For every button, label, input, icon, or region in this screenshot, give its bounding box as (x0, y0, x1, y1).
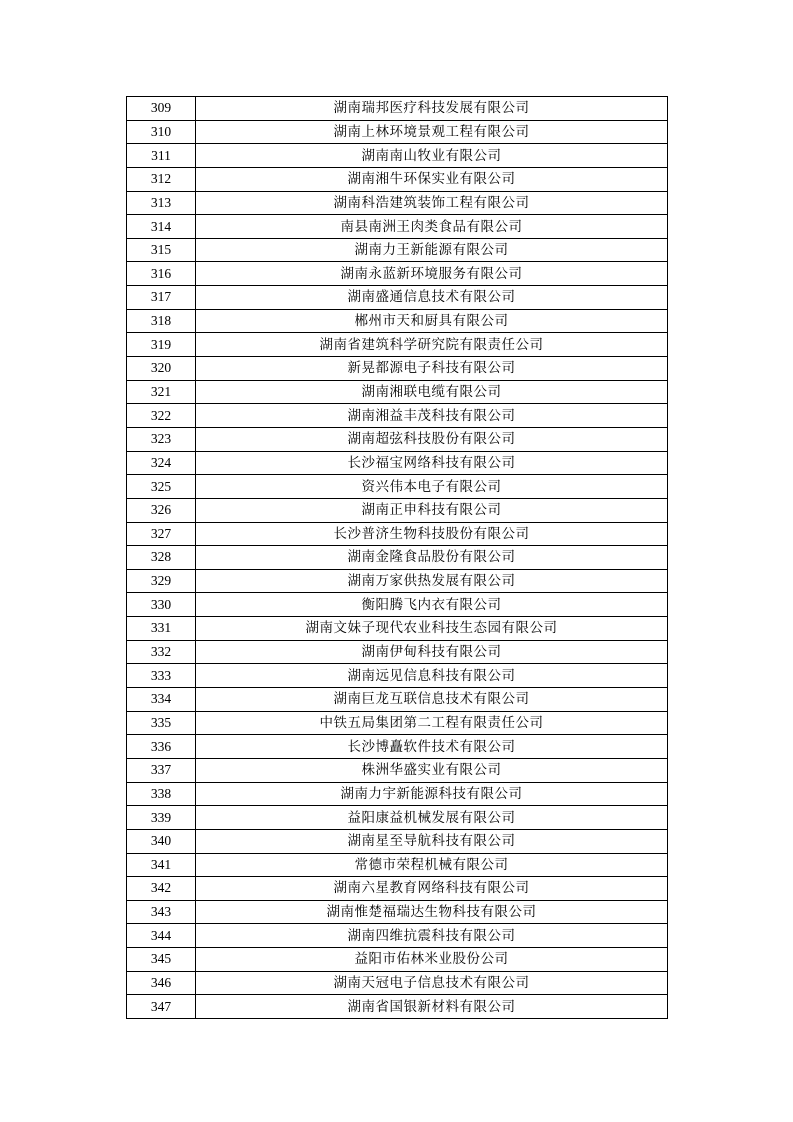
company-name-cell: 湖南金隆食品股份有限公司 (196, 546, 668, 570)
row-number-cell: 321 (127, 380, 196, 404)
row-number-cell: 325 (127, 475, 196, 499)
table-row (127, 640, 668, 664)
row-number-cell: 318 (127, 309, 196, 333)
table-row (127, 711, 668, 735)
company-name-cell: 湖南力王新能源有限公司 (196, 238, 668, 262)
company-name-cell: 湖南上林环境景观工程有限公司 (196, 120, 668, 144)
company-name-cell: 湖南六星教育网络科技有限公司 (196, 877, 668, 901)
company-name-cell: 湖南湘牛环保实业有限公司 (196, 167, 668, 191)
company-name-cell: 湖南瑞邦医疗科技发展有限公司 (196, 97, 668, 121)
row-number-cell: 341 (127, 853, 196, 877)
table-row (127, 427, 668, 451)
company-name-cell: 湖南天冠电子信息技术有限公司 (196, 971, 668, 995)
table-row (127, 144, 668, 168)
row-number-cell: 314 (127, 215, 196, 239)
company-name-cell: 湖南文妹子现代农业科技生态园有限公司 (196, 617, 668, 641)
company-name-cell: 长沙福宝网络科技有限公司 (196, 451, 668, 475)
row-number-cell: 312 (127, 167, 196, 191)
table-body (127, 97, 668, 1019)
company-name-cell: 湖南盛通信息技术有限公司 (196, 286, 668, 310)
company-name-cell: 郴州市天和厨具有限公司 (196, 309, 668, 333)
company-name-cell: 湖南超弦科技股份有限公司 (196, 427, 668, 451)
company-name-cell: 长沙普济生物科技股份有限公司 (196, 522, 668, 546)
company-name-cell: 新晃都源电子科技有限公司 (196, 357, 668, 381)
row-number-cell: 344 (127, 924, 196, 948)
table-row (127, 948, 668, 972)
company-name-cell: 湖南巨龙互联信息技术有限公司 (196, 688, 668, 712)
table-row (127, 853, 668, 877)
table-row (127, 782, 668, 806)
row-number-cell: 315 (127, 238, 196, 262)
company-name-cell: 益阳康益机械发展有限公司 (196, 806, 668, 830)
company-name-cell: 湖南万家供热发展有限公司 (196, 569, 668, 593)
row-number-cell: 324 (127, 451, 196, 475)
table-row (127, 522, 668, 546)
table-row (127, 357, 668, 381)
table-row (127, 593, 668, 617)
row-number-cell: 334 (127, 688, 196, 712)
table-row (127, 829, 668, 853)
row-number-cell: 342 (127, 877, 196, 901)
company-name-cell: 湖南湘益丰茂科技有限公司 (196, 404, 668, 428)
row-number-cell: 332 (127, 640, 196, 664)
company-name-cell: 湖南省国银新材料有限公司 (196, 995, 668, 1019)
table-row (127, 758, 668, 782)
company-name-cell: 湖南湘联电缆有限公司 (196, 380, 668, 404)
row-number-cell: 346 (127, 971, 196, 995)
row-number-cell: 347 (127, 995, 196, 1019)
table-row (127, 995, 668, 1019)
row-number-cell: 333 (127, 664, 196, 688)
table-row (127, 900, 668, 924)
row-number-cell: 319 (127, 333, 196, 357)
table-row (127, 498, 668, 522)
row-number-cell: 335 (127, 711, 196, 735)
table-row (127, 120, 668, 144)
row-number-cell: 310 (127, 120, 196, 144)
table-row (127, 333, 668, 357)
company-list-table (126, 96, 668, 1019)
company-name-cell: 湖南惟楚福瑞达生物科技有限公司 (196, 900, 668, 924)
company-name-cell: 衡阳腾飞内衣有限公司 (196, 593, 668, 617)
company-name-cell: 湖南力宇新能源科技有限公司 (196, 782, 668, 806)
row-number-cell: 322 (127, 404, 196, 428)
table-row (127, 167, 668, 191)
table-row (127, 806, 668, 830)
row-number-cell: 339 (127, 806, 196, 830)
table-row (127, 215, 668, 239)
table-row (127, 924, 668, 948)
row-number-cell: 345 (127, 948, 196, 972)
table-row (127, 404, 668, 428)
table-row (127, 688, 668, 712)
table-row (127, 664, 668, 688)
row-number-cell: 327 (127, 522, 196, 546)
row-number-cell: 328 (127, 546, 196, 570)
table-row (127, 238, 668, 262)
company-name-cell: 湖南远见信息科技有限公司 (196, 664, 668, 688)
table-row (127, 451, 668, 475)
row-number-cell: 343 (127, 900, 196, 924)
company-name-cell: 湖南永蓝新环境服务有限公司 (196, 262, 668, 286)
company-name-cell: 常德市荣程机械有限公司 (196, 853, 668, 877)
table-row (127, 877, 668, 901)
company-name-cell: 湖南正申科技有限公司 (196, 498, 668, 522)
row-number-cell: 326 (127, 498, 196, 522)
row-number-cell: 338 (127, 782, 196, 806)
row-number-cell: 336 (127, 735, 196, 759)
table-row (127, 262, 668, 286)
company-name-cell: 湖南伊甸科技有限公司 (196, 640, 668, 664)
table-row (127, 97, 668, 121)
table-row (127, 617, 668, 641)
table-row (127, 309, 668, 333)
table-row (127, 735, 668, 759)
row-number-cell: 313 (127, 191, 196, 215)
row-number-cell: 340 (127, 829, 196, 853)
row-number-cell: 330 (127, 593, 196, 617)
company-name-cell: 湖南省建筑科学研究院有限责任公司 (196, 333, 668, 357)
table-row (127, 286, 668, 310)
company-name-cell: 资兴伟本电子有限公司 (196, 475, 668, 499)
row-number-cell: 323 (127, 427, 196, 451)
company-name-cell: 湖南南山牧业有限公司 (196, 144, 668, 168)
company-name-cell: 中铁五局集团第二工程有限责任公司 (196, 711, 668, 735)
row-number-cell: 316 (127, 262, 196, 286)
company-name-cell: 长沙博矗软件技术有限公司 (196, 735, 668, 759)
row-number-cell: 309 (127, 97, 196, 121)
table-row (127, 546, 668, 570)
row-number-cell: 320 (127, 357, 196, 381)
row-number-cell: 311 (127, 144, 196, 168)
row-number-cell: 329 (127, 569, 196, 593)
table-row (127, 569, 668, 593)
company-name-cell: 益阳市佑林米业股份公司 (196, 948, 668, 972)
company-name-cell: 湖南四维抗震科技有限公司 (196, 924, 668, 948)
table-row (127, 971, 668, 995)
company-name-cell: 南县南洲王肉类食品有限公司 (196, 215, 668, 239)
table-row (127, 380, 668, 404)
company-name-cell: 株洲华盛实业有限公司 (196, 758, 668, 782)
table-row (127, 475, 668, 499)
row-number-cell: 337 (127, 758, 196, 782)
row-number-cell: 331 (127, 617, 196, 641)
company-name-cell: 湖南科浩建筑装饰工程有限公司 (196, 191, 668, 215)
company-name-cell: 湖南星至导航科技有限公司 (196, 829, 668, 853)
table-row (127, 191, 668, 215)
row-number-cell: 317 (127, 286, 196, 310)
